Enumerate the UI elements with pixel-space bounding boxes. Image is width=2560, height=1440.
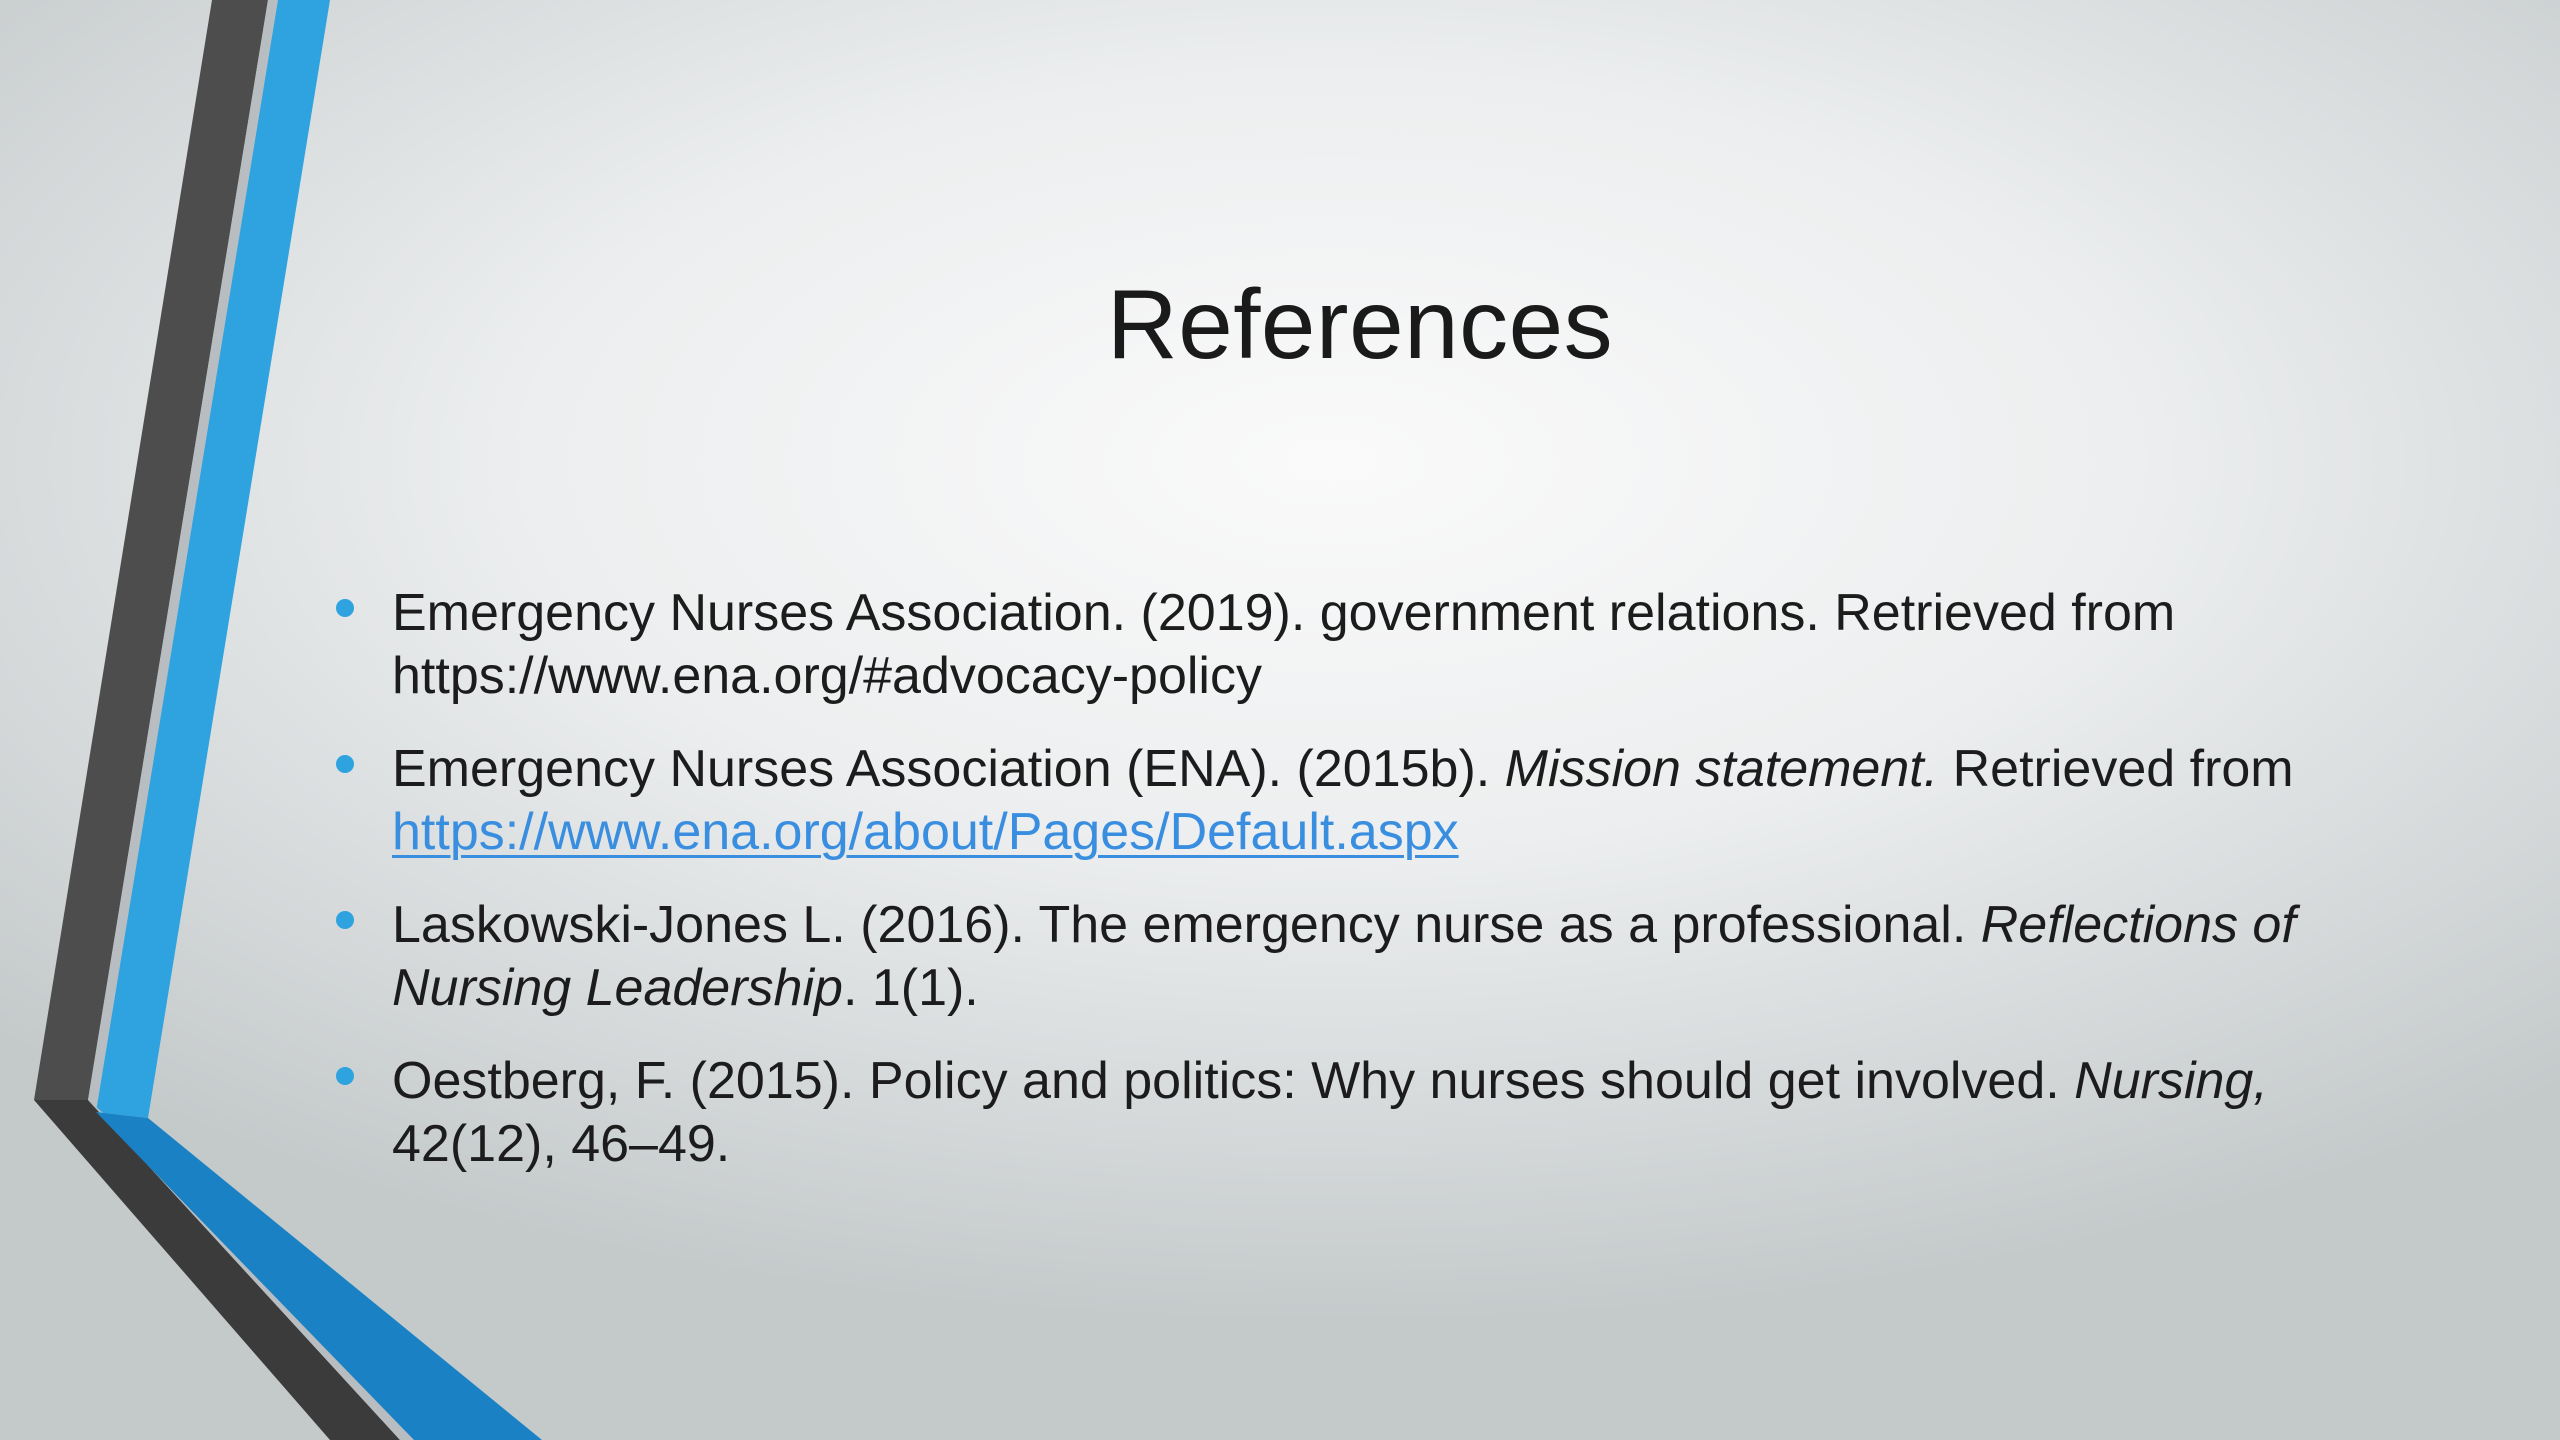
reference-item-2 <box>330 738 2410 864</box>
reference-text-after: . 1(1). <box>842 959 979 1017</box>
bullet-icon <box>336 599 354 617</box>
reference-italic-title: Reflections of Nursing Leadership <box>392 896 2296 1017</box>
bullet-icon <box>336 1067 354 1085</box>
reference-text: Emergency Nurses Association (ENA). (2015b). <box>392 740 1505 798</box>
bullet-icon <box>336 755 354 773</box>
reference-text: Laskowski-Jones L. (2016). The emergency nurse as a professional. <box>392 896 1981 954</box>
reference-item-1 <box>330 582 2410 708</box>
reference-item-4 <box>330 1050 2410 1176</box>
reference-item-3 <box>330 894 2410 1020</box>
references-list <box>330 582 2410 1206</box>
reference-text: Emergency Nurses Association. (2019). government relations. Retrieved from https://www.ena.org/#advocacy-policy <box>392 584 2176 705</box>
light-stripe-separator <box>88 0 278 1112</box>
reference-text: Oestberg, F. (2015). Policy and politics: Why nurses should get involved. <box>392 1052 2075 1110</box>
reference-italic-title: Nursing, <box>2074 1052 2268 1110</box>
reference-text-after: 42(12), 46–49. <box>392 1115 731 1173</box>
slide-title: References <box>1106 269 1614 379</box>
reference-italic-title: Mission statement. <box>1504 740 1939 798</box>
bullet-icon <box>336 911 354 929</box>
reference-text-after: Retrieved from <box>1938 740 2294 798</box>
reference-link[interactable]: https://www.ena.org/about/Pages/Default.aspx <box>392 803 1459 861</box>
